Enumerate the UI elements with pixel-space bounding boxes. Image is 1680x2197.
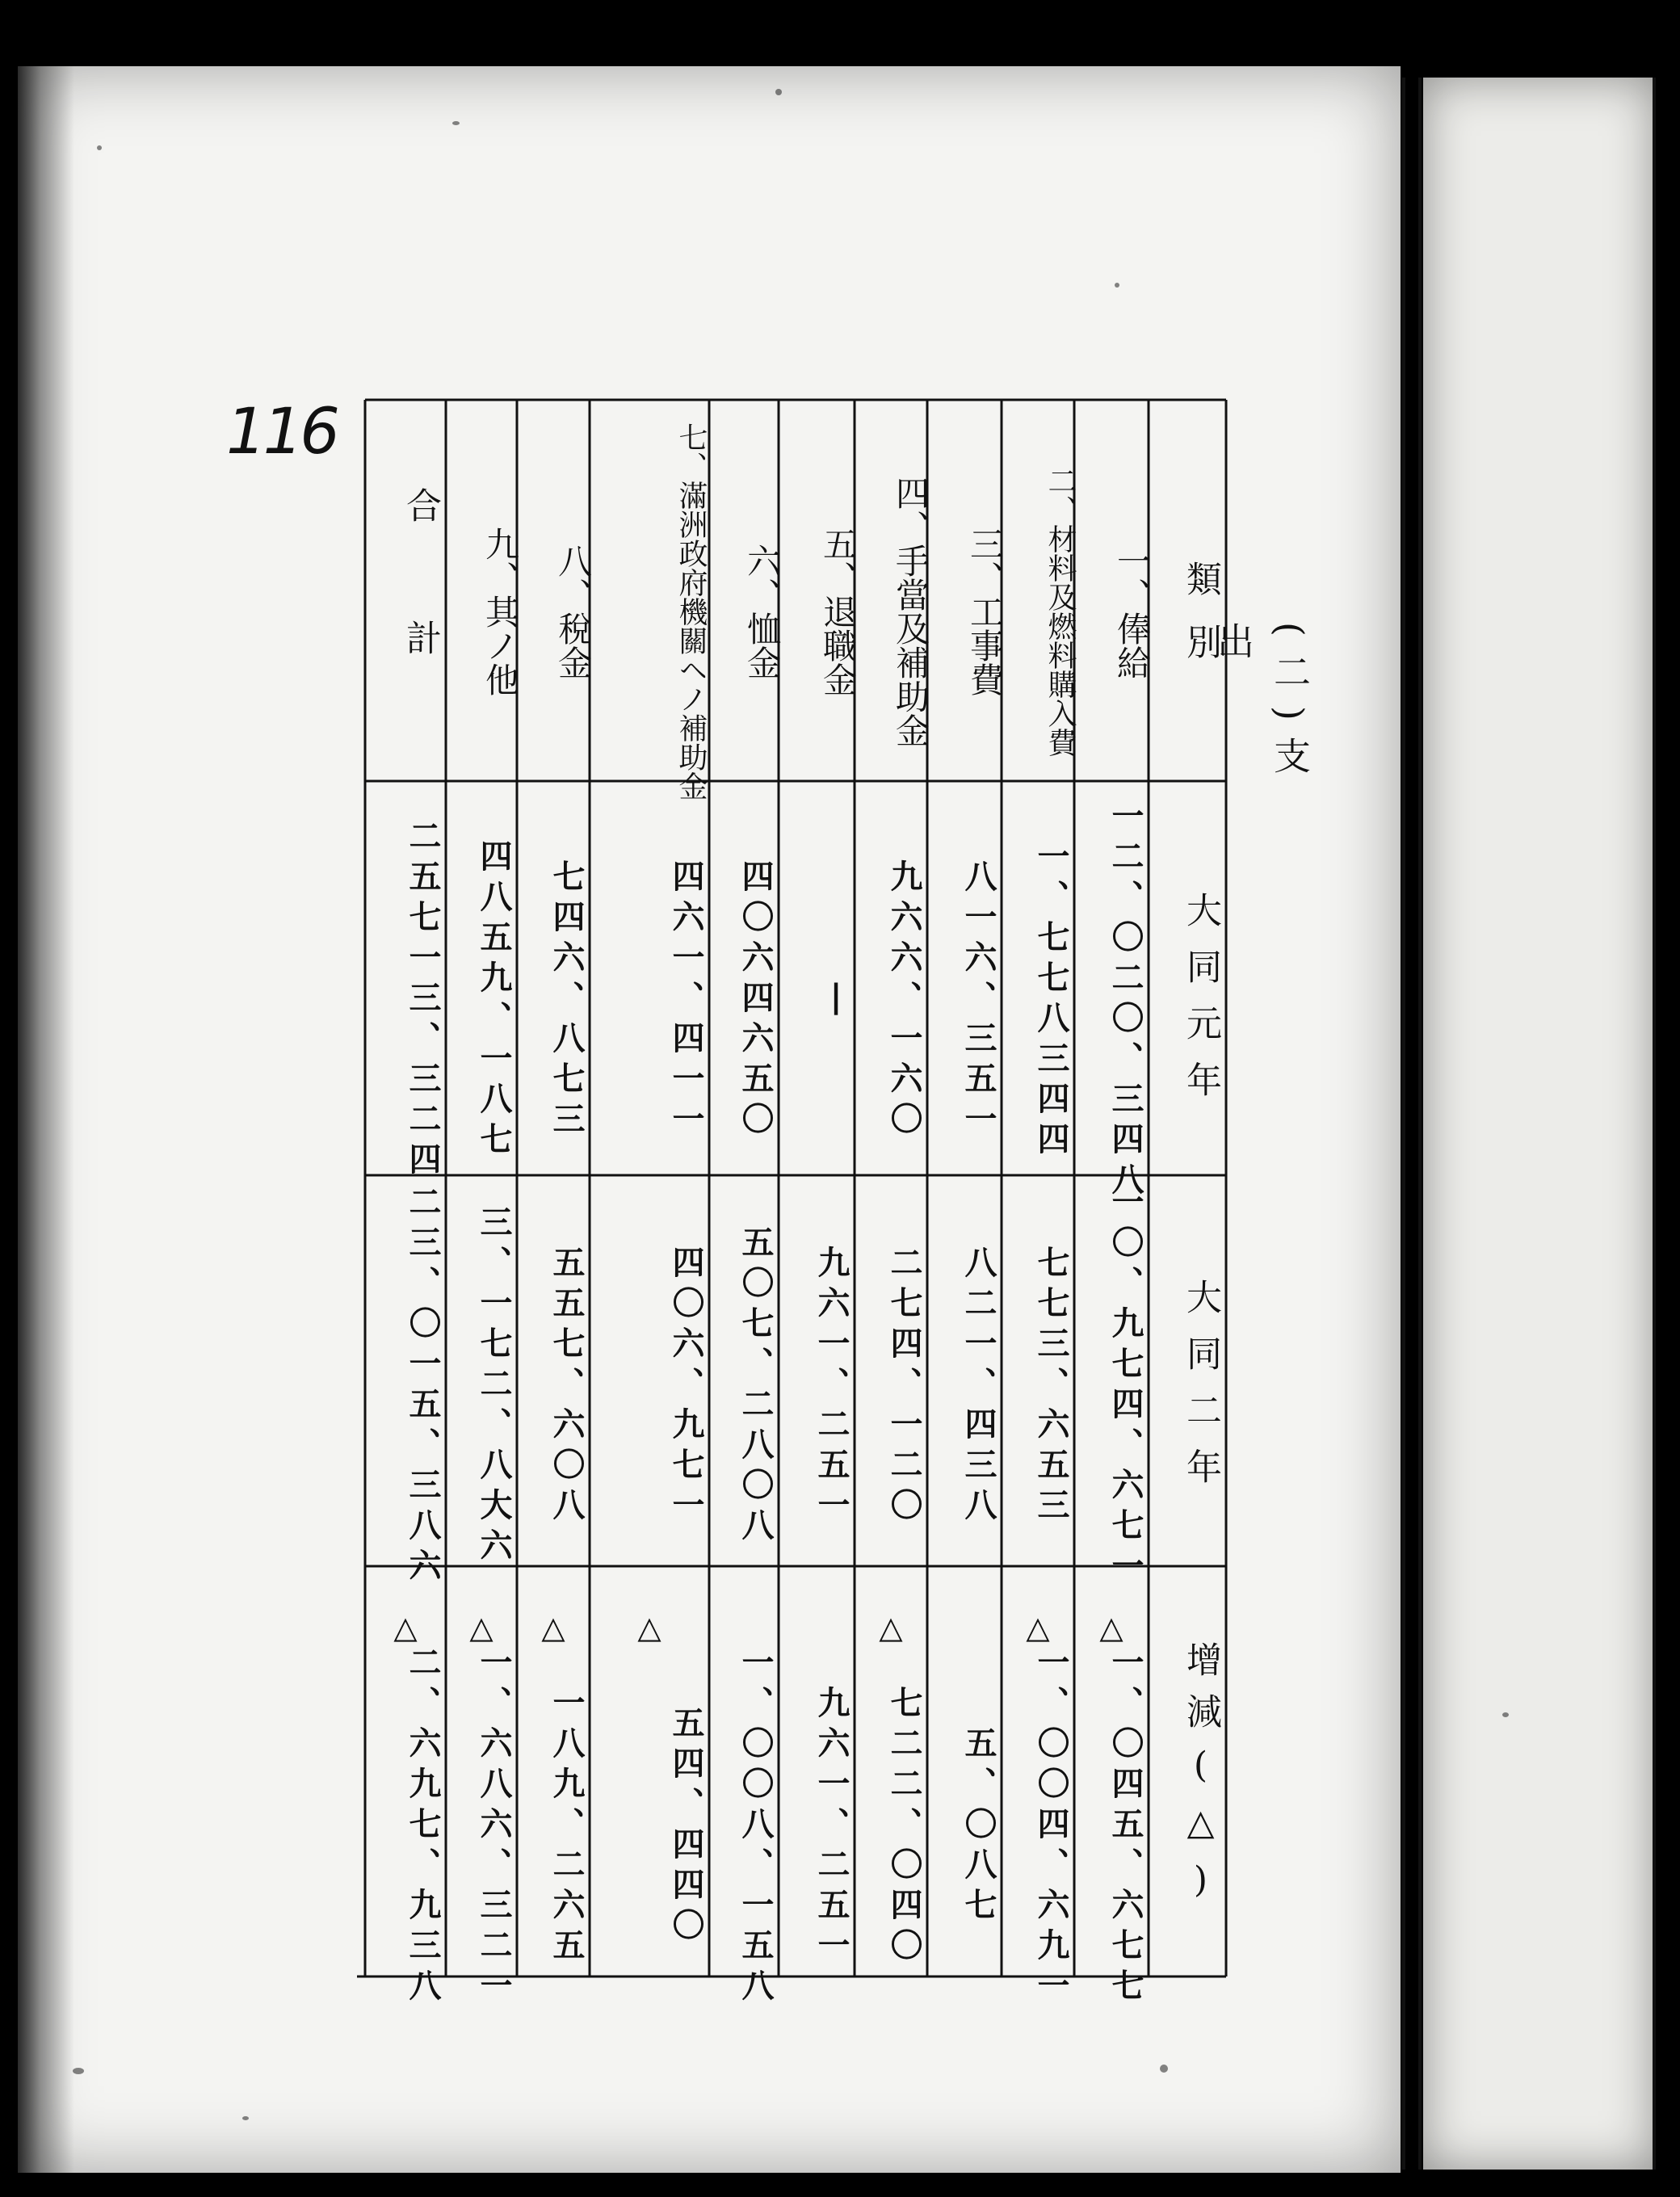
decrease-mark: △ (541, 1610, 565, 1645)
row-category: 八、稅金 (553, 544, 593, 679)
row-change-value: 九六一、二五一 (813, 1686, 850, 1968)
row-year2-value: 一〇、九七四、六七一 (1107, 1185, 1144, 1589)
table-row (855, 393, 930, 1983)
row-change-value: 五四、四四〇 (667, 1706, 704, 1948)
scan-speck (73, 2068, 84, 2074)
row-year1-value: | (817, 978, 855, 1023)
scan-speck (452, 121, 460, 125)
page-edge-line (1653, 78, 1656, 2170)
header-year2: 大同二年 (1180, 1279, 1221, 1505)
row-year2-value: 七七三、六五三 (1032, 1246, 1069, 1528)
decrease-mark: △ (393, 1610, 418, 1645)
row-change-value: 一、〇四五、六七七 (1107, 1645, 1144, 2009)
row-change-value: 一、〇〇四、六九一 (1032, 1645, 1069, 2009)
header-column (1149, 393, 1226, 1983)
table-row (1074, 393, 1152, 2009)
row-year2-value: 二三、〇一五、三八六 (404, 1185, 441, 1589)
row-category: 四、手當及補助金 (891, 476, 930, 747)
row-year1-value: 一二、〇二〇、三四八 (1107, 799, 1144, 1203)
decrease-mark: △ (1099, 1610, 1124, 1645)
handwritten-page-number: 116 (226, 396, 337, 468)
table-row-total (365, 393, 446, 2009)
binding-shadow (18, 66, 74, 2173)
row-year1-value: 八一六、三五一 (960, 859, 997, 1142)
decrease-mark: △ (469, 1610, 494, 1645)
section-heading: (二)支 出 (1212, 622, 1312, 790)
row-year2-value: 五五七、六〇八 (548, 1246, 585, 1528)
row-change-value: 一、〇〇八、一五八 (737, 1645, 774, 2009)
scan-speck (1160, 2065, 1168, 2073)
right-page-paper (1423, 78, 1656, 2170)
table-row (446, 393, 520, 2009)
table-row (779, 393, 858, 1983)
header-category: 類別 (1180, 561, 1221, 687)
row-year1-value: 四〇六四六五〇 (737, 859, 774, 1142)
row-category: 三、工事費 (965, 527, 1005, 696)
row-year1-value: 九六六、一六〇 (885, 859, 922, 1142)
scan-speck (97, 145, 102, 150)
row-category: 九、其ノ他 (481, 527, 520, 696)
row-change-value: 一、六八六、三二一 (475, 1645, 512, 2009)
scan-speck (1502, 1712, 1509, 1717)
row-year1-value: 一、七七八三四四 (1032, 839, 1069, 1162)
table-row (927, 393, 1005, 1983)
row-year1-value: 七四六、八七三 (548, 859, 585, 1142)
row-year2-value: 八二一、四三八 (960, 1246, 997, 1528)
row-year2-value: 二七四、一二〇 (885, 1246, 922, 1528)
table-row (590, 393, 709, 1983)
row-change-value: 一八九、二六五 (548, 1686, 585, 1968)
scan-speck (775, 89, 782, 95)
row-category: 六、恤金 (742, 544, 782, 679)
header-change: 增減(△) (1180, 1640, 1221, 1917)
expenditure-table (357, 393, 1228, 2009)
row-year1-value: 二五七一三、三二四 (404, 819, 441, 1183)
row-year2-value: 九六一、二五一 (813, 1246, 850, 1528)
scan-speck (1115, 283, 1119, 288)
decrease-mark: △ (879, 1610, 903, 1645)
row-change-value: 七二二、〇四〇 (885, 1686, 922, 1968)
table-row (709, 393, 782, 2009)
header-year1: 大同元年 (1180, 892, 1221, 1118)
row-year2-value: 五〇七、二八〇八 (737, 1225, 774, 1548)
page-edge-line (1402, 78, 1405, 2170)
table-row (1002, 393, 1077, 2009)
decrease-mark: △ (1026, 1610, 1050, 1645)
table-row (517, 393, 593, 1983)
row-category: 五、退職金 (818, 527, 858, 696)
row-category: 一、俸給 (1112, 544, 1152, 679)
row-year1-value: 四八五九、一八七 (475, 839, 512, 1162)
scan-speck (242, 2116, 249, 2120)
row-year2-value: 四〇六、九七一 (667, 1246, 704, 1528)
row-year2-value: 三、一七二、八大六 (475, 1205, 512, 1569)
row-change-value: 二、六九七、九三八 (404, 1645, 441, 2009)
row-year1-value: 四六一、四一一 (667, 859, 704, 1142)
page-edge-line (1418, 78, 1422, 2170)
row-category: 七、滿洲政府機關ヘノ補助金 (674, 422, 708, 800)
decrease-mark: △ (637, 1610, 662, 1645)
row-category: 合計 (400, 487, 441, 752)
row-change-value: 五、〇八七 (960, 1726, 997, 1928)
row-category: 二、材料及燃料購入費 (1044, 466, 1077, 757)
